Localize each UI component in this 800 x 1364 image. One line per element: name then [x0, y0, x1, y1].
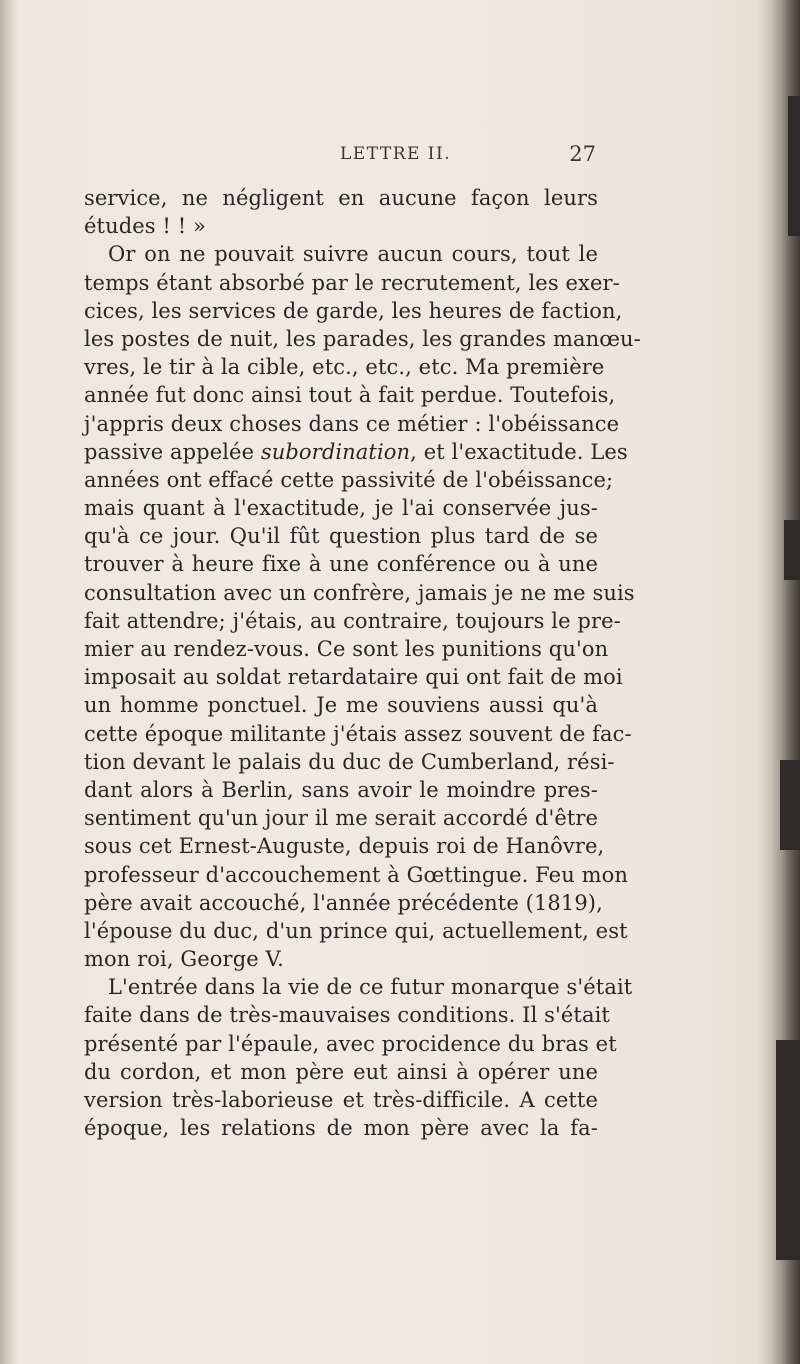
text-line: dant alors à Berlin, sans avoir le moindre pres- [84, 777, 598, 802]
text-line: présenté par l'épaule, avec procidence du bras et [84, 1031, 617, 1056]
text-line: l'épouse du duc, d'un prince qui, actuellement, est [84, 918, 628, 943]
text-line: temps étant absorbé par le recrutement, les exer- [84, 270, 620, 295]
page-edge [758, 0, 800, 1364]
page-number: 27 [569, 142, 596, 166]
text-line: imposait au soldat retardataire qui ont fait de moi [84, 665, 623, 690]
text-line: sous cet Ernest-Auguste, depuis roi de Hanôvre, [84, 834, 605, 859]
text-line: L'entrée dans la vie de ce futur monarque s'était [108, 975, 633, 1000]
text-line: faite dans de très-mauvaises conditions. Il s'était [84, 1003, 610, 1028]
edge-mark [776, 1040, 800, 1260]
text-line: Or on ne pouvait suivre aucun cours, tout le [108, 242, 598, 267]
running-head [340, 144, 600, 170]
edge-mark [784, 520, 800, 580]
text-line: mier au rendez-vous. Ce sont les punitions qu'on [84, 637, 609, 661]
text-line: cices, les services de garde, les heures de faction, [84, 298, 623, 323]
text-line: du cordon, et mon père eut ainsi à opérer une [84, 1059, 598, 1084]
emphasis: subordination [260, 439, 411, 464]
text-line: un homme ponctuel. Je me souviens aussi qu'à [84, 693, 598, 718]
text-line: époque, les relations de mon père avec la fa- [84, 1116, 598, 1141]
text-line: père avait accouché, l'année précédente (1819), [84, 890, 603, 915]
text-line: passive appelée subordination, et l'exactitude. Les [84, 439, 628, 464]
text-line: sentiment qu'un jour il me serait accordé d'être [84, 806, 599, 831]
text-line: cette époque militante j'étais assez souvent de fac- [84, 721, 632, 746]
text-line: qu'à ce jour. Qu'il fût question plus tard de se [84, 524, 598, 549]
edge-mark [788, 96, 800, 236]
text-line: professeur d'accouchement à Gœttingue. Feu mon [84, 862, 628, 887]
text-line: consultation avec un confrère, jamais je ne me suis [84, 580, 635, 605]
spine-shadow [0, 0, 18, 1364]
text-line: études ! ! » [84, 214, 206, 239]
text-line: tion devant le palais du duc de Cumberland, rési- [84, 749, 615, 774]
text-line: service, ne négligent en aucune façon leurs [84, 186, 598, 210]
text-line: j'appris deux choses dans ce métier : l'obéissance [84, 411, 620, 436]
edge-mark [780, 760, 800, 850]
text-line: année fut donc ainsi tout à fait perdue. Toutefois, [84, 383, 616, 408]
text-line: les postes de nuit, les parades, les grandes manœu- [84, 326, 641, 351]
text-line: fait attendre; j'étais, au contraire, toujours le pre- [84, 608, 621, 633]
body-text [84, 184, 641, 1142]
text-line: vres, le tir à la cible, etc., etc., etc. Ma première [84, 355, 605, 380]
text-line: années ont effacé cette passivité de l'obéissance; [84, 467, 614, 492]
text-line: mon roi, George V. [84, 947, 284, 972]
text-line: trouver à heure fixe à une conférence ou à une [84, 552, 598, 577]
running-title: LETTRE II. [340, 144, 452, 164]
text-line: mais quant à l'exactitude, je l'ai conservée jus- [84, 496, 598, 521]
text-line: version très-laborieuse et très-difficile. A cette [84, 1088, 598, 1112]
